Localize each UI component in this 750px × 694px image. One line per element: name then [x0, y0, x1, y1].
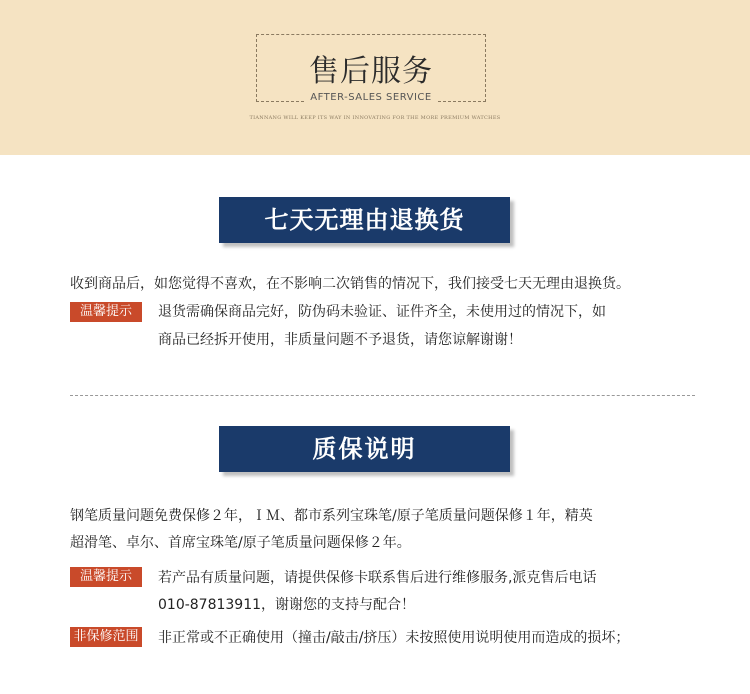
tip-badge: 温馨提示	[70, 567, 142, 587]
exclusion-badge: 非保修范围	[70, 627, 142, 647]
return-policy-intro: 收到商品后，如您觉得不喜欢，在不影响二次销售的情况下，我们接受七天无理由退换货。	[70, 276, 630, 292]
page-title: 售后服务	[309, 54, 433, 89]
header-band	[0, 0, 750, 155]
header-frame	[256, 34, 486, 102]
return-tip-line1: 退货需确保商品完好，防伪码未验证、证件齐全，未使用过的情况下，如	[158, 304, 606, 320]
warranty-tip-line1: 若产品有质量问题，请提供保修卡联系售后进行维修服务,派克售后电话	[158, 570, 597, 586]
header-tagline: TIANNANG WILL KEEP ITS WAY IN INNOVATING FOR THE MORE PREMIUM WATCHES	[249, 115, 501, 121]
warranty-intro-line2: 超滑笔、卓尔、首席宝珠笔/原子笔质量问题保修２年。	[70, 535, 411, 551]
tip-badge: 温馨提示	[70, 302, 142, 322]
return-tip-line2: 商品已经拆开使用，非质量问题不予退货，请您谅解谢谢！	[158, 332, 522, 348]
warranty-banner: 质保说明	[219, 426, 510, 472]
frame-top-line	[256, 34, 486, 35]
return-policy-banner: 七天无理由退换货	[219, 197, 510, 243]
warranty-intro-line1: 钢笔质量问题免费保修２年，ＩＭ、都市系列宝珠笔/原子笔质量问题保修１年，精英	[70, 508, 593, 524]
exclusion-text: 非正常或不正确使用（撞击/敲击/挤压）未按照使用说明使用而造成的损坏；	[158, 630, 630, 646]
warranty-tip-line2: 010-87813911，谢谢您的支持与配合！	[158, 597, 416, 613]
section-divider	[70, 395, 695, 396]
page-subtitle: AFTER-SALES SERVICE	[310, 92, 432, 103]
